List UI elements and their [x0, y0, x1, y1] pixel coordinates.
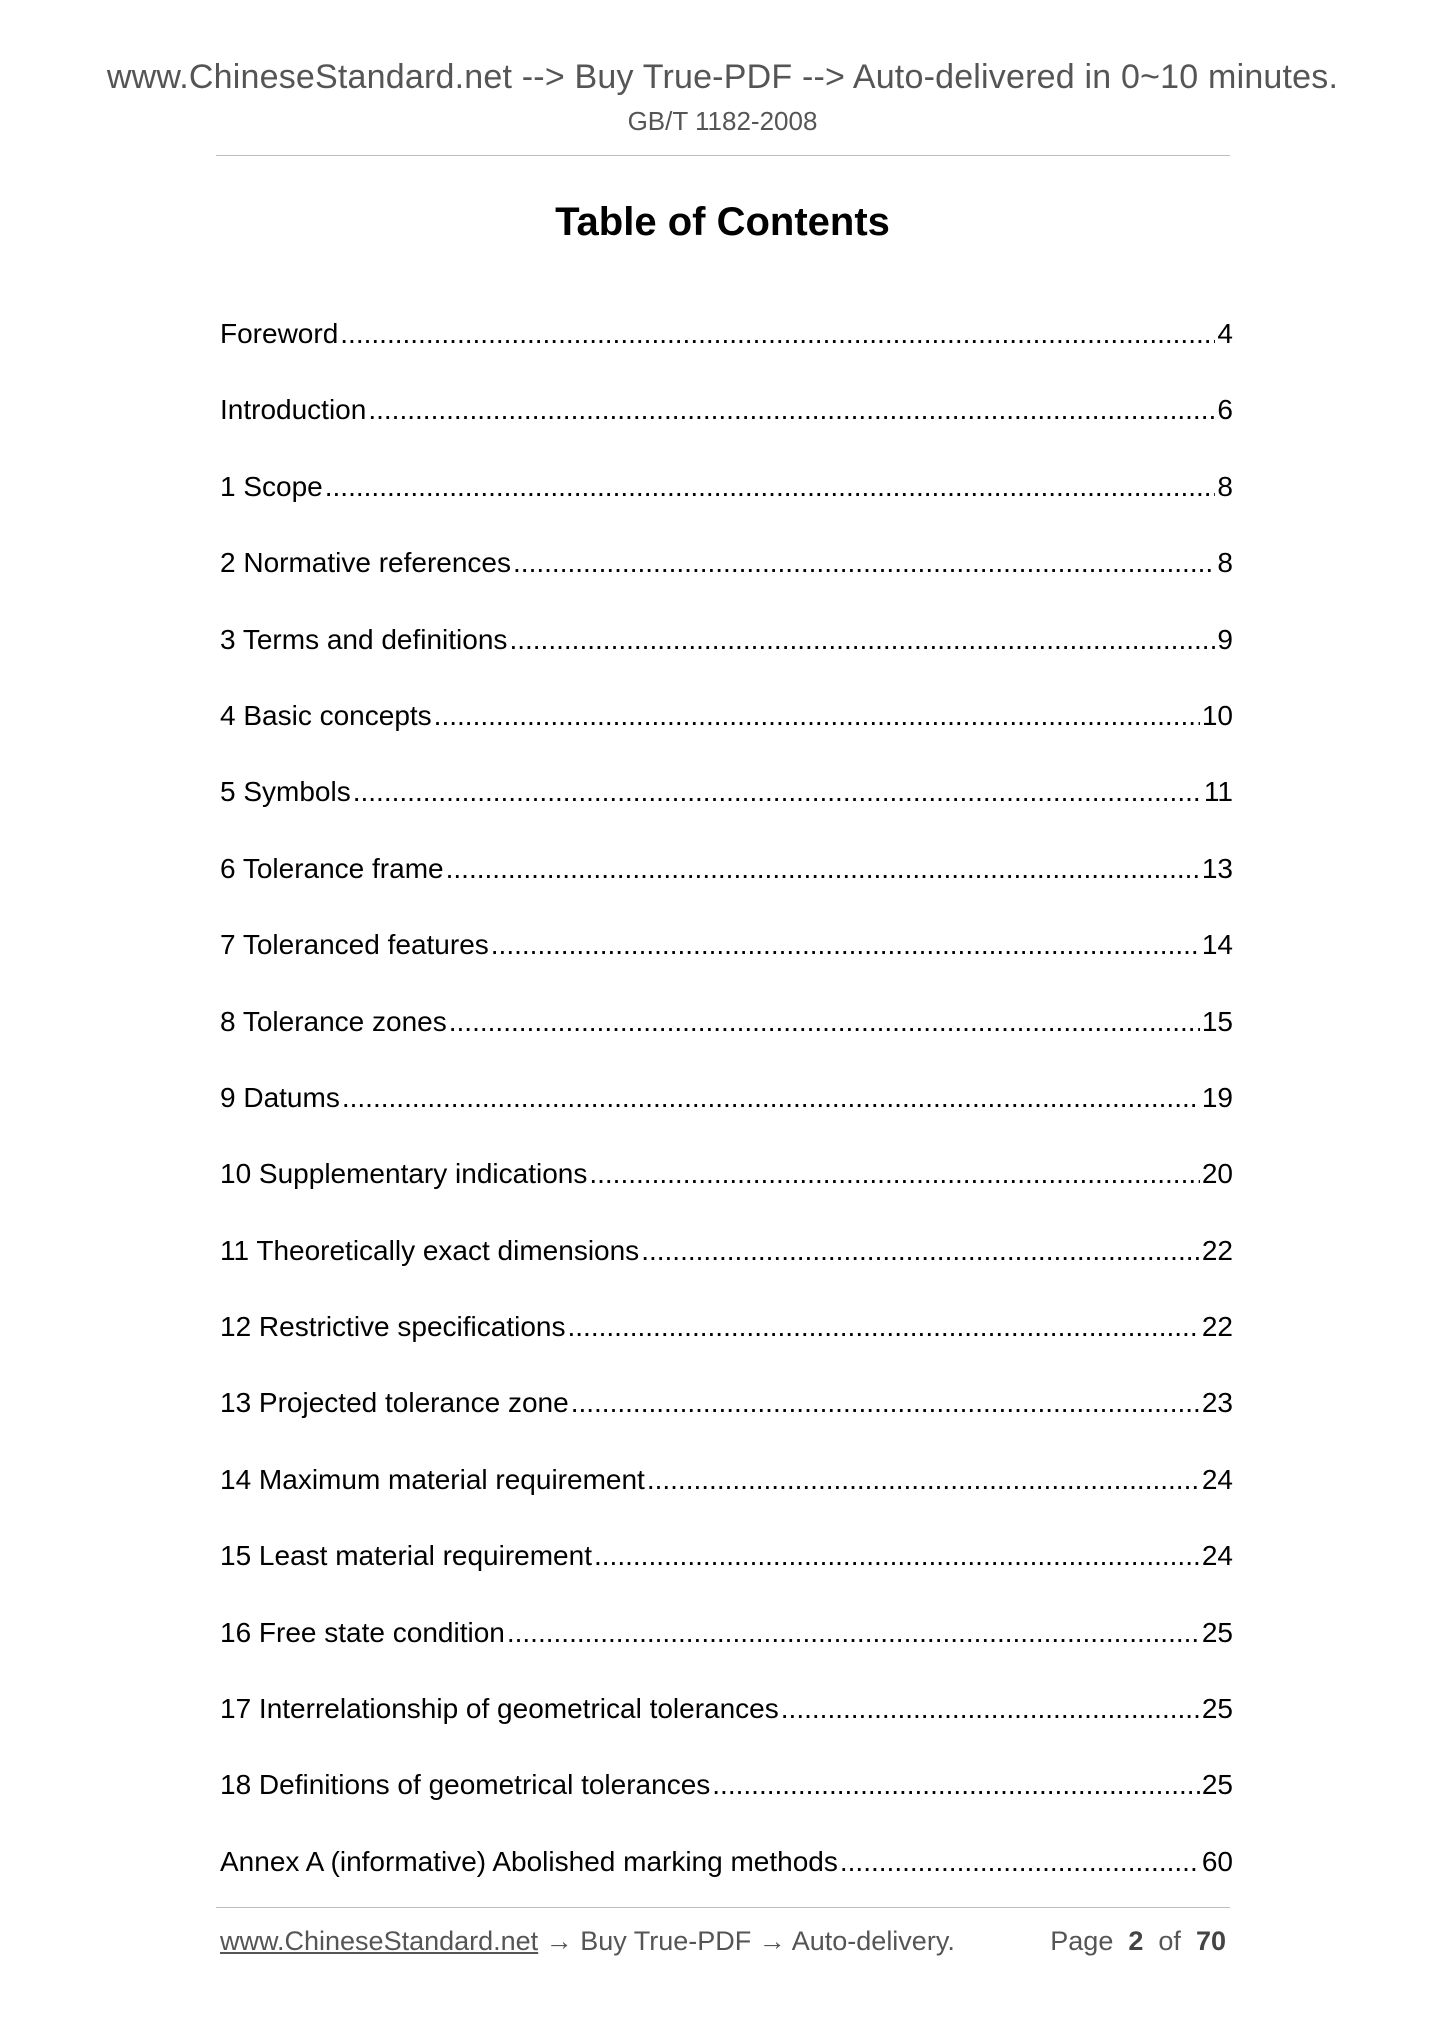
toc-entry[interactable]: [220, 1464, 1233, 1540]
toc-entry-page: 22: [1201, 1311, 1233, 1343]
toc-entry-page: 24: [1201, 1463, 1233, 1495]
toc-dot-leader: [507, 1617, 1200, 1649]
toc-entry-label: 5 Symbols: [220, 776, 351, 808]
toc-entry[interactable]: [220, 1158, 1233, 1234]
footer-tagline: → Buy True-PDF → Auto-delivery.: [538, 1926, 955, 1956]
of-word: of: [1158, 1926, 1181, 1956]
toc-entry[interactable]: [220, 547, 1233, 623]
toc-entry-page: 22: [1201, 1234, 1233, 1266]
toc-dot-leader: [840, 1846, 1200, 1878]
toc-entry-page: 14: [1201, 929, 1233, 961]
toc-entry[interactable]: [220, 471, 1233, 547]
toc-entry[interactable]: [220, 318, 1233, 394]
toc-entry-label: 13 Projected tolerance zone: [220, 1387, 569, 1419]
toc-entry-label: 16 Free state condition: [220, 1616, 505, 1648]
header-divider: [216, 155, 1230, 156]
toc-entry[interactable]: [220, 853, 1233, 929]
toc-entry[interactable]: [220, 394, 1233, 470]
toc-dot-leader: [353, 776, 1202, 808]
toc-entry-label: 4 Basic concepts: [220, 699, 432, 731]
toc-entry[interactable]: [220, 776, 1233, 852]
toc-entry-page: 23: [1201, 1387, 1233, 1419]
toc-entry-label: Introduction: [220, 394, 367, 426]
toc-entry[interactable]: [220, 1540, 1233, 1616]
toc-entry-page: 25: [1201, 1693, 1233, 1725]
toc-dot-leader: [509, 624, 1215, 656]
page-counter: [1050, 1926, 1226, 1957]
toc-dot-leader: [325, 471, 1216, 503]
toc-entry[interactable]: [220, 1846, 1233, 1922]
page-word: Page: [1050, 1926, 1114, 1956]
standard-code: GB/T 1182-2008: [627, 106, 818, 136]
toc-entry-label: 18 Definitions of geometrical tolerances: [220, 1769, 711, 1801]
toc-entry-page: 15: [1201, 1005, 1233, 1037]
toc-dot-leader: [340, 318, 1215, 350]
toc-dot-leader: [781, 1693, 1200, 1725]
toc-list: [220, 318, 1233, 1922]
toc-entry-page: 11: [1203, 776, 1233, 808]
toc-entry-label: 10 Supplementary indications: [220, 1158, 588, 1190]
toc-dot-leader: [446, 853, 1200, 885]
toc-entry[interactable]: [220, 700, 1233, 776]
toc-dot-leader: [571, 1387, 1200, 1419]
toc-entry-page: 25: [1201, 1616, 1233, 1648]
footer-site-link[interactable]: www.ChineseStandard.net: [220, 1926, 539, 1956]
toc-dot-leader: [594, 1540, 1200, 1572]
toc-entry-label: 17 Interrelationship of geometrical tolerances: [220, 1693, 779, 1725]
toc-entry-page: 4: [1217, 318, 1233, 349]
toc-entry-label: 15 Least material requirement: [220, 1540, 592, 1572]
toc-dot-leader: [567, 1311, 1199, 1343]
toc-entry-page: 13: [1201, 852, 1233, 884]
toc-dot-leader: [434, 700, 1200, 732]
toc-entry-label: 7 Toleranced features: [220, 929, 489, 961]
toc-entry-label: Foreword: [220, 318, 339, 349]
toc-entry-label: 3 Terms and definitions: [220, 623, 508, 655]
toc-entry-label: Annex A (informative) Abolished marking methods: [220, 1845, 838, 1877]
toc-entry-page: 19: [1201, 1081, 1233, 1113]
toc-entry-label: 9 Datums: [220, 1081, 340, 1113]
toc-entry-page: 8: [1217, 470, 1233, 502]
toc-entry[interactable]: [220, 1235, 1233, 1311]
toc-entry-label: 14 Maximum material requirement: [220, 1463, 645, 1495]
toc-dot-leader: [647, 1464, 1200, 1496]
toc-entry-label: 8 Tolerance zones: [220, 1005, 447, 1037]
toc-entry[interactable]: [220, 1082, 1233, 1158]
toc-entry[interactable]: [220, 1387, 1233, 1463]
toc-dot-leader: [342, 1082, 1200, 1114]
toc-entry-label: 2 Normative references: [220, 547, 512, 579]
footer-divider: [216, 1907, 1230, 1908]
toc-entry-page: 60: [1201, 1845, 1233, 1877]
toc-entry[interactable]: [220, 1769, 1233, 1845]
toc-entry-page: 8: [1217, 547, 1233, 579]
toc-entry[interactable]: [220, 1006, 1233, 1082]
page-title: Table of Contents: [555, 200, 890, 244]
toc-entry-label: 6 Tolerance frame: [220, 852, 444, 884]
toc-entry[interactable]: [220, 624, 1233, 700]
header-banner: www.ChineseStandard.net --> Buy True-PDF --> Auto-delivered in 0~10 minutes.: [106, 58, 1339, 96]
page-total: 70: [1195, 1926, 1226, 1956]
toc-entry[interactable]: [220, 1693, 1233, 1769]
toc-entry-page: 6: [1217, 394, 1233, 426]
toc-entry-label: 1 Scope: [220, 470, 323, 502]
toc-dot-leader: [641, 1235, 1200, 1267]
toc-entry-page: 24: [1201, 1540, 1233, 1572]
toc-dot-leader: [513, 547, 1215, 579]
footer-left: [220, 1926, 955, 1957]
toc-entry[interactable]: [220, 929, 1233, 1005]
toc-entry[interactable]: [220, 1311, 1233, 1387]
toc-dot-leader: [368, 394, 1215, 426]
page-current: 2: [1128, 1926, 1144, 1956]
toc-entry-page: 10: [1201, 699, 1233, 731]
toc-dot-leader: [589, 1158, 1200, 1190]
toc-dot-leader: [449, 1006, 1200, 1038]
toc-entry-page: 25: [1201, 1769, 1233, 1801]
toc-entry-page: 9: [1217, 623, 1233, 655]
toc-entry-label: 11 Theoretically exact dimensions: [220, 1234, 640, 1266]
toc-dot-leader: [712, 1769, 1200, 1801]
toc-entry-label: 12 Restrictive specifications: [220, 1311, 566, 1343]
toc-dot-leader: [491, 929, 1200, 961]
toc-entry-page: 20: [1201, 1158, 1233, 1190]
toc-entry[interactable]: [220, 1617, 1233, 1693]
